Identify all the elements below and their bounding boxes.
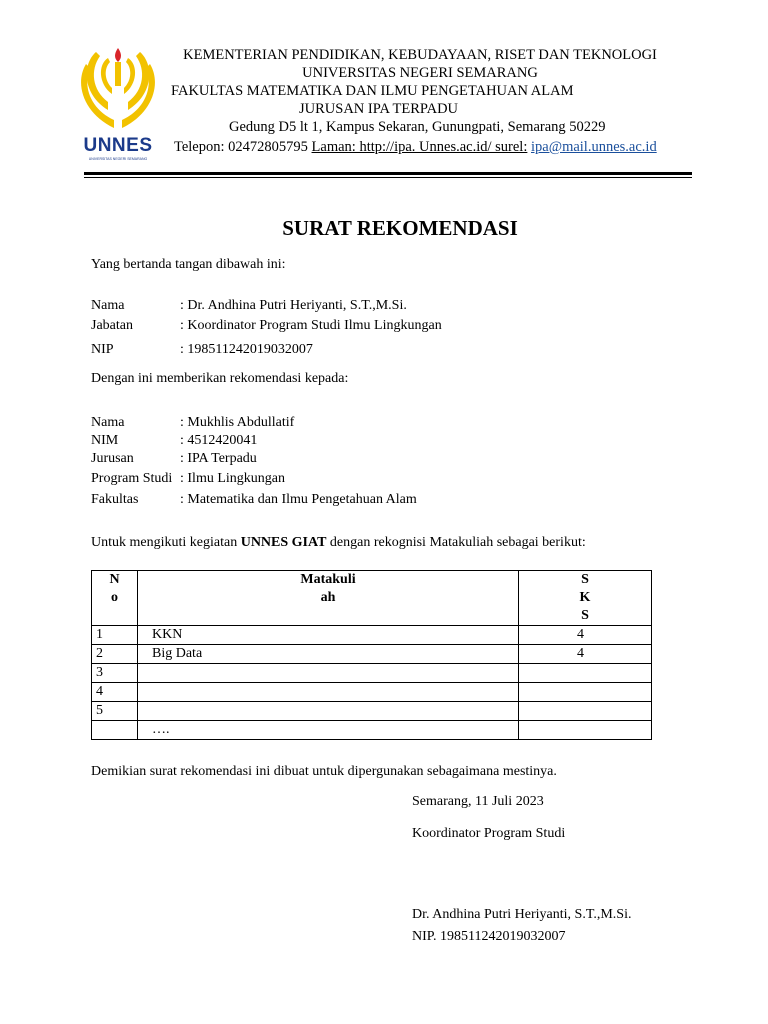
activity-text-after: dengan rekognisi Matakuliah sebagai berikut: (326, 535, 586, 550)
row-no: 3 (92, 664, 138, 683)
signer-name-value: : Dr. Andhina Putri Heriyanti, S.T.,M.Si. (180, 298, 407, 313)
student-department-value: : IPA Terpadu (180, 451, 257, 466)
table-row (92, 626, 652, 645)
activity-name: UNNES GIAT (240, 535, 327, 550)
website[interactable]: Laman: http://ipa. Unnes.ac.id/ surel: (311, 139, 528, 155)
logo-subtext: UNIVERSITAS NEGERI SEMARANG (88, 157, 148, 161)
signer-position-value: : Koordinator Program Studi Ilmu Lingkungan (180, 318, 442, 333)
table-row (92, 645, 652, 664)
row-sks: 4 (519, 645, 652, 664)
letter-title: SURAT REKOMENDASI (282, 216, 518, 240)
row-sks (519, 721, 652, 740)
signer-title: Koordinator Program Studi (412, 826, 566, 841)
row-course: Big Data (138, 645, 519, 664)
table-row (92, 664, 652, 683)
email-link[interactable]: ipa@mail.unnes.ac.id (531, 139, 657, 155)
closing-text: Demikian surat rekomendasi ini dibuat untuk dipergunakan sebagaimana mestinya. (91, 764, 557, 779)
signer-position-label: Jabatan (91, 318, 133, 333)
row-no: 5 (92, 702, 138, 721)
faculty-name: FAKULTAS MATEMATIKA DAN ILMU PENGETAHUAN ALAM (171, 83, 574, 99)
signer-nip-label: NIP (91, 342, 114, 357)
row-no: 1 (92, 626, 138, 645)
row-course (138, 664, 519, 683)
intro-text: Yang bertanda tangan dibawah ini: (91, 257, 286, 272)
unnes-logo (78, 44, 158, 159)
header-rule-thick (84, 172, 692, 175)
row-sks: 4 (519, 626, 652, 645)
row-course (138, 702, 519, 721)
header-course: Matakuli ah (138, 571, 519, 626)
signer-nip-value: : 198511242019032007 (180, 342, 313, 357)
student-program-value: : Ilmu Lingkungan (180, 471, 285, 486)
row-sks (519, 702, 652, 721)
row-no: 4 (92, 683, 138, 702)
row-no (92, 721, 138, 740)
activity-text-before: Untuk mengikuti kegiatan (91, 535, 241, 550)
student-name-value: : Mukhlis Abdullatif (180, 415, 295, 430)
ministry-name: KEMENTERIAN PENDIDIKAN, KEBUDAYAAN, RISET DAN TEKNOLOGI (183, 47, 657, 63)
row-course: KKN (138, 626, 519, 645)
signature-name: Dr. Andhina Putri Heriyanti, S.T.,M.Si. (412, 907, 632, 922)
signature-nip: NIP. 198511242019032007 (412, 929, 566, 944)
row-course (138, 683, 519, 702)
student-name-label: Nama (91, 415, 125, 430)
table-header-row (92, 571, 652, 626)
signer-name-label: Nama (91, 298, 125, 313)
student-faculty-label: Fakultas (91, 492, 139, 507)
contact-line (174, 138, 657, 156)
student-faculty-value: : Matematika dan Ilmu Pengetahuan Alam (180, 492, 417, 507)
phone: Telepon: 02472805795 (174, 139, 308, 155)
recommend-text: Dengan ini memberikan rekomendasi kepada: (91, 371, 349, 386)
department-name: JURUSAN IPA TERPADU (299, 101, 459, 117)
header-no: N o (92, 571, 138, 626)
student-department-label: Jurusan (91, 451, 134, 466)
address: Gedung D5 lt 1, Kampus Sekaran, Gunungpati, Semarang 50229 (229, 119, 606, 135)
table-row (92, 683, 652, 702)
row-sks (519, 683, 652, 702)
logo-text: UNNES (83, 135, 153, 156)
row-no: 2 (92, 645, 138, 664)
table-row (92, 702, 652, 721)
header-sks: S K S (519, 571, 652, 626)
row-course: …. (138, 721, 519, 740)
place-date: Semarang, 11 Juli 2023 (412, 794, 544, 809)
course-table (91, 570, 652, 740)
student-nim-value: : 4512420041 (180, 433, 258, 448)
student-program-label: Program Studi (91, 471, 173, 486)
university-name: UNIVERSITAS NEGERI SEMARANG (302, 65, 538, 81)
header-rule-thin (84, 177, 692, 178)
table-row (92, 721, 652, 740)
student-nim-label: NIM (91, 433, 119, 448)
row-sks (519, 664, 652, 683)
activity-text (91, 535, 586, 551)
unnes-emblem-icon (78, 44, 158, 132)
